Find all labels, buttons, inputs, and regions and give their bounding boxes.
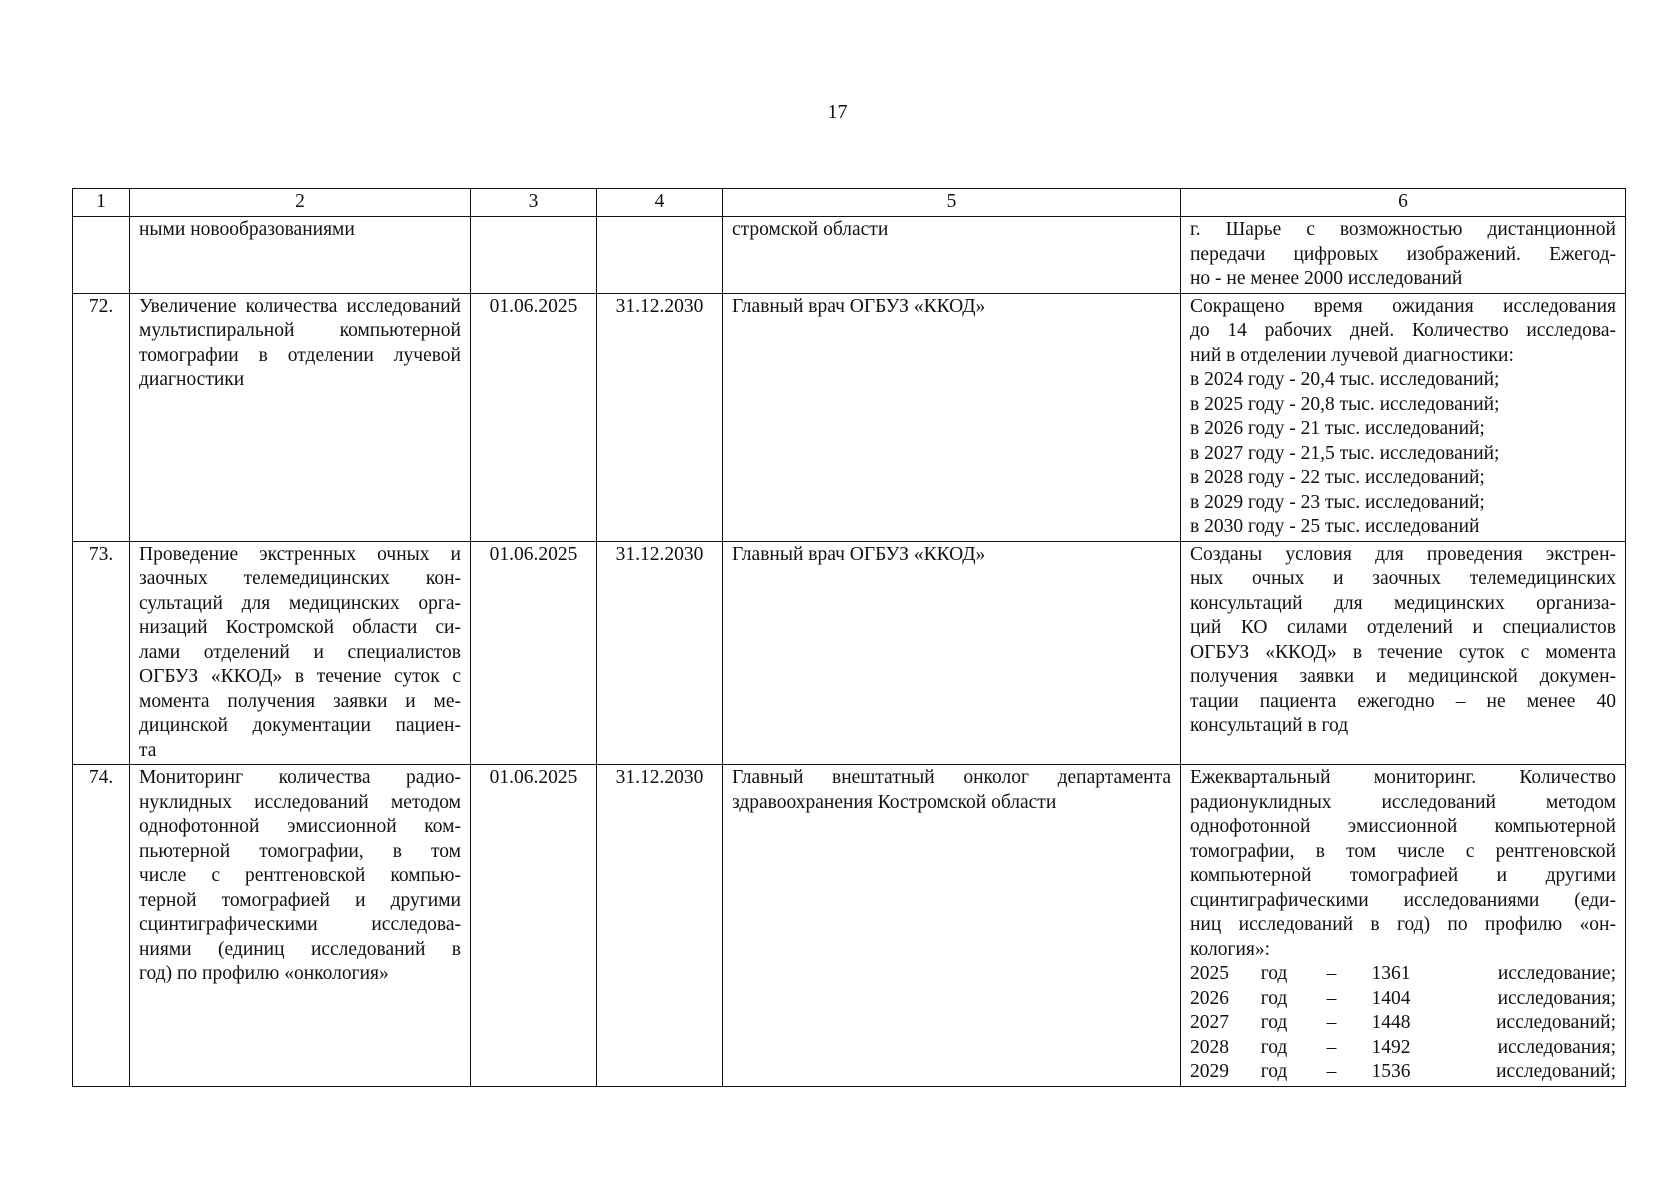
year-dash: –: [1326, 1036, 1337, 1058]
result-line: в 2027 году - 21,5 тыс. исследований;: [1190, 442, 1500, 464]
year-count: 1448: [1371, 1012, 1411, 1033]
responsible-cell: Главный внештатный онколог департамента здравоохранения Костромской области: [723, 765, 1181, 1087]
table-row-73: [73, 541, 1626, 765]
result-line: в 2026 году - 21 тыс. исследований;: [1190, 418, 1485, 439]
end-date-cell: [597, 217, 723, 294]
table-row-74: [73, 765, 1626, 1087]
activity-line: однофотонной эмиссионной ком-: [139, 816, 461, 837]
result-line: радионуклидных исследований методом: [1190, 791, 1616, 813]
year-list: [1190, 962, 1616, 1085]
end-date-cell: 31.12.2030: [597, 541, 723, 765]
responsible-cell: стромской области: [723, 217, 1181, 294]
row-number: [73, 217, 130, 294]
result-line: передачи цифровых изображений. Ежегод-: [1190, 243, 1616, 265]
year-count: 1492: [1371, 1036, 1411, 1058]
activity-line: Мониторинг количества радио-: [139, 767, 461, 788]
row-number: 72.: [73, 293, 130, 541]
result-line: ций КО силами отделений и специалистов: [1190, 617, 1616, 638]
year-unit: исследование;: [1497, 963, 1616, 984]
year-unit: исследований;: [1496, 1061, 1616, 1082]
activity-line: сцинтиграфическими исследова-: [139, 914, 461, 935]
activity-line: сультаций для медицинских орга-: [139, 592, 461, 614]
row-number: 74.: [73, 765, 130, 1087]
result-line: ОГБУЗ «ККОД» в течение суток с момента: [1190, 641, 1616, 663]
row-number: 73.: [73, 541, 130, 765]
start-date-cell: [471, 217, 597, 294]
year-word: год: [1260, 1061, 1288, 1082]
table-row-continuation: [73, 217, 1626, 294]
result-line: до 14 рабочих дней. Количество исследова-: [1190, 320, 1616, 341]
year-dash: –: [1326, 987, 1337, 1009]
year-count: 1361: [1371, 963, 1411, 984]
year-dash: –: [1326, 1012, 1337, 1033]
table-row-72: [73, 293, 1626, 541]
activity-line: Проведение экстренных очных и: [139, 543, 461, 565]
result-line: консультаций для медицинских организа-: [1190, 592, 1616, 614]
activity-line: терной томографией и другими: [139, 889, 461, 911]
activity-line: та: [139, 739, 157, 761]
activity-line: нуклидных исследований методом: [139, 791, 461, 813]
start-date-cell: 01.06.2025: [471, 541, 597, 765]
activity-line: год) по профилю «онкология»: [139, 963, 389, 984]
result-line: компьютерной томографией и другими: [1190, 865, 1616, 886]
activity-cell: [130, 541, 471, 765]
year-count: 1536: [1371, 1061, 1411, 1082]
activity-line: числе с рентгеновской компью-: [139, 865, 461, 886]
activity-line: низаций Костромской области си-: [139, 617, 461, 638]
end-date-cell: 31.12.2030: [597, 293, 723, 541]
result-line: в 2024 году - 20,4 тыс. исследований;: [1190, 369, 1500, 390]
year-value: 2029: [1190, 1061, 1229, 1082]
activity-cell: Увеличение количества исследований мультиспиральной компьютерной томографии в отделении лучевой диагностики: [130, 293, 471, 541]
result-line: ных очных и заочных телемедицинских: [1190, 568, 1616, 589]
result-line: однофотонной эмиссионной компьютерной: [1190, 816, 1616, 837]
table-header-row: [73, 189, 1626, 217]
year-count: 1404: [1371, 987, 1411, 1009]
header-col-5: 5: [723, 189, 1181, 217]
result-line: томографии, в том числе с рентгеновской: [1190, 840, 1616, 862]
header-col-6: 6: [1181, 189, 1626, 217]
result-cell: [1181, 217, 1626, 294]
result-line: в 2025 году - 20,8 тыс. исследований;: [1190, 393, 1500, 415]
result-line: ниц исследований в год) по профилю «он-: [1190, 914, 1616, 935]
year-word: год: [1260, 1012, 1288, 1033]
result-line: сцинтиграфическими исследованиями (еди-: [1190, 889, 1616, 911]
result-line: кология»:: [1190, 938, 1271, 960]
activity-line: пьютерной томографии, в том: [139, 840, 461, 862]
result-line: получения заявки и медицинской докумен-: [1190, 666, 1616, 687]
result-line: Сокращено время ожидания исследования: [1190, 295, 1616, 317]
header-col-1: 1: [73, 189, 130, 217]
activity-line: ОГБУЗ «ККОД» в течение суток с: [139, 666, 461, 687]
activity-line: лами отделений и специалистов: [139, 641, 461, 663]
plan-table: [72, 188, 1626, 1087]
year-word: год: [1260, 1036, 1288, 1058]
year-unit: исследования;: [1497, 1036, 1616, 1058]
result-line: Созданы условия для проведения экстрен-: [1190, 543, 1616, 565]
activity-line: ниями (единиц исследований в: [139, 938, 461, 960]
result-line: в 2029 году - 23 тыс. исследований;: [1190, 491, 1485, 513]
year-unit: исследований;: [1496, 1012, 1616, 1033]
activity-cell: [130, 765, 471, 1087]
responsible-cell: Главный врач ОГБУЗ «ККОД»: [723, 541, 1181, 765]
year-word: год: [1260, 987, 1288, 1009]
year-dash: –: [1326, 963, 1337, 984]
result-line: в 2028 году - 22 тыс. исследований;: [1190, 467, 1485, 488]
result-cell: [1181, 541, 1626, 765]
activity-line: заочных телемедицинских кон-: [139, 568, 461, 589]
year-value: 2025: [1190, 963, 1229, 984]
result-line: в 2030 году - 25 тыс. исследований: [1190, 516, 1480, 537]
activity-line: момента получения заявки и ме-: [139, 690, 461, 712]
activity-line: дицинской документации пациен-: [139, 715, 461, 736]
responsible-cell: Главный врач ОГБУЗ «ККОД»: [723, 293, 1181, 541]
result-line: Ежеквартальный мониторинг. Количество: [1190, 767, 1616, 788]
header-col-3: 3: [471, 189, 597, 217]
year-value: 2027: [1190, 1012, 1229, 1033]
year-unit: исследования;: [1497, 987, 1616, 1009]
header-col-2: 2: [130, 189, 471, 217]
result-cell: [1181, 293, 1626, 541]
result-line: ний в отделении лучевой диагностики:: [1190, 344, 1514, 366]
start-date-cell: 01.06.2025: [471, 765, 597, 1087]
year-value: 2026: [1190, 987, 1229, 1009]
year-dash: –: [1326, 1061, 1337, 1082]
result-line: г. Шарье с возможностью дистанционной: [1190, 219, 1616, 240]
result-line: тации пациента ежегодно – не менее 40: [1190, 690, 1616, 712]
activity-cell: ными новообразованиями: [130, 217, 471, 294]
result-line: консультаций в год: [1190, 715, 1349, 736]
year-value: 2028: [1190, 1036, 1229, 1058]
header-col-4: 4: [597, 189, 723, 217]
result-line: но - не менее 2000 исследований: [1190, 268, 1463, 289]
end-date-cell: 31.12.2030: [597, 765, 723, 1087]
page-number: 17: [827, 101, 848, 123]
result-cell: [1181, 765, 1626, 1087]
start-date-cell: 01.06.2025: [471, 293, 597, 541]
year-word: год: [1260, 963, 1288, 984]
